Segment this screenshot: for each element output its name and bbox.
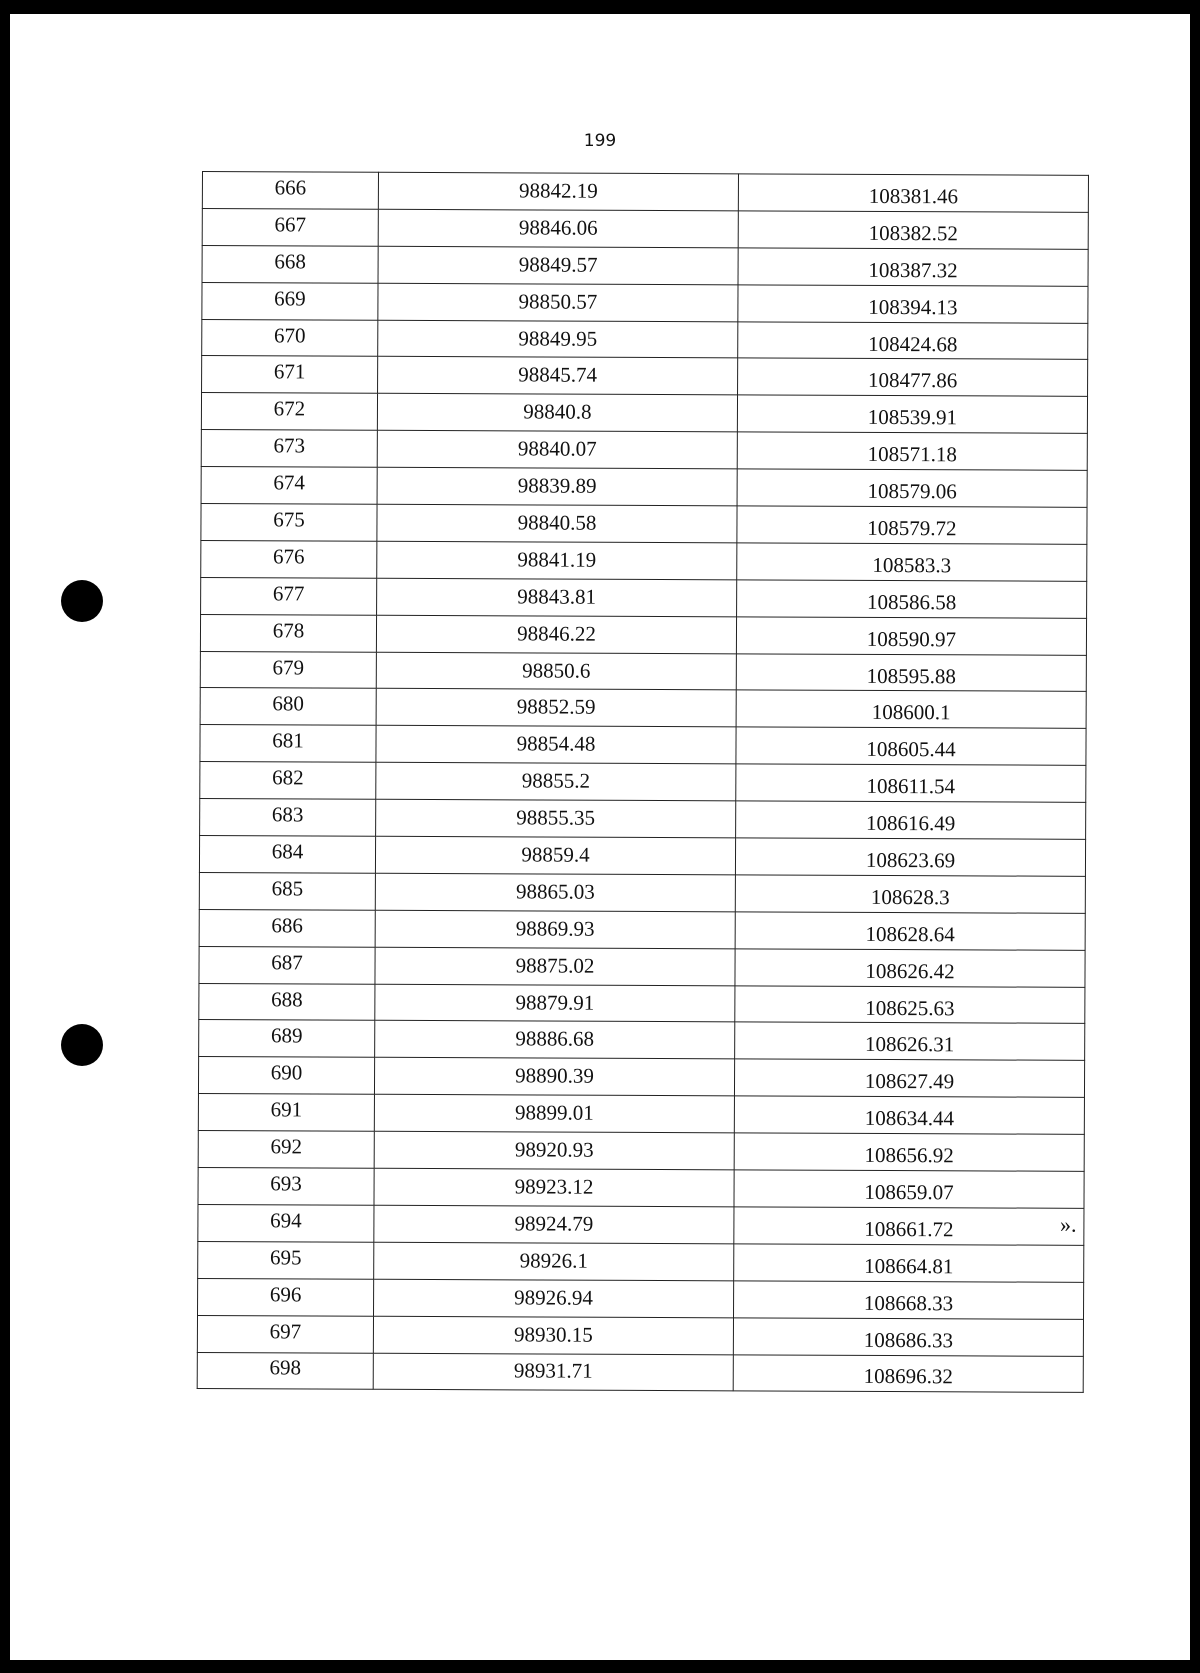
table-row: [200, 799, 1086, 840]
point-number-cell: 695: [198, 1241, 374, 1279]
table-row: [202, 172, 1088, 213]
x-coordinate-cell: 98849.57: [378, 246, 738, 284]
point-number-cell: 671: [202, 356, 378, 394]
y-coordinate-cell: 108686.33: [733, 1317, 1083, 1355]
point-number-cell: 693: [198, 1168, 374, 1206]
table-row: [200, 725, 1086, 766]
point-number-cell: 689: [199, 1020, 375, 1058]
table-row: [201, 504, 1087, 545]
coordinates-table: [197, 171, 1089, 1393]
point-number-cell: 668: [202, 245, 378, 283]
y-coordinate-cell: 108382.52: [738, 211, 1088, 249]
x-coordinate-cell: 98845.74: [378, 357, 738, 395]
y-coordinate-cell: 108626.42: [735, 949, 1085, 987]
x-coordinate-cell: 98859.4: [375, 836, 735, 874]
y-coordinate-cell: 108664.81: [734, 1244, 1084, 1282]
table-row: [201, 430, 1087, 471]
point-number-cell: 697: [197, 1315, 373, 1353]
coordinates-table-body: [197, 172, 1088, 1393]
y-coordinate-cell: 108656.92: [734, 1133, 1084, 1171]
x-coordinate-cell: 98840.58: [377, 504, 737, 542]
point-number-cell: 674: [201, 467, 377, 505]
table-row: [201, 467, 1087, 508]
point-number-cell: 680: [200, 688, 376, 726]
table-row: [202, 245, 1088, 286]
point-number-cell: 670: [202, 319, 378, 357]
x-coordinate-cell: 98850.57: [378, 283, 738, 321]
y-coordinate-cell: 108586.58: [737, 580, 1087, 618]
x-coordinate-cell: 98865.03: [375, 873, 735, 911]
x-coordinate-cell: 98869.93: [375, 910, 735, 948]
table-row: [198, 1278, 1084, 1319]
point-number-cell: 692: [198, 1131, 374, 1169]
y-coordinate-cell: 108661.72: [734, 1207, 1084, 1245]
y-coordinate-cell: 108387.32: [738, 248, 1088, 286]
x-coordinate-cell: 98890.39: [374, 1058, 734, 1096]
table-row: [200, 688, 1086, 729]
table-row: [198, 1168, 1084, 1209]
table-row: [198, 1241, 1084, 1282]
table-row: [201, 540, 1087, 581]
point-number-cell: 681: [200, 725, 376, 763]
table-row: [199, 836, 1085, 877]
x-coordinate-cell: 98924.79: [374, 1205, 734, 1243]
y-coordinate-cell: 108539.91: [737, 395, 1087, 433]
y-coordinate-cell: 108477.86: [738, 358, 1088, 396]
y-coordinate-cell: 108659.07: [734, 1170, 1084, 1208]
table-row: [202, 319, 1088, 360]
punch-hole-top: [61, 580, 103, 622]
point-number-cell: 696: [198, 1278, 374, 1316]
point-number-cell: 673: [201, 430, 377, 468]
point-number-cell: 694: [198, 1204, 374, 1242]
table-row: [199, 872, 1085, 913]
table-row: [197, 1315, 1083, 1356]
x-coordinate-cell: 98840.07: [377, 431, 737, 469]
x-coordinate-cell: 98920.93: [374, 1131, 734, 1169]
y-coordinate-cell: 108595.88: [736, 653, 1086, 691]
x-coordinate-cell: 98875.02: [375, 947, 735, 985]
y-coordinate-cell: 108625.63: [735, 985, 1085, 1023]
y-coordinate-cell: 108579.72: [737, 506, 1087, 544]
document-page: [10, 14, 1190, 1660]
point-number-cell: 678: [200, 614, 376, 652]
coordinates-table-wrapper: [197, 171, 1088, 1393]
point-number-cell: 677: [201, 577, 377, 615]
y-coordinate-cell: 108424.68: [738, 321, 1088, 359]
point-number-cell: 683: [200, 799, 376, 837]
x-coordinate-cell: 98842.19: [378, 172, 738, 210]
x-coordinate-cell: 98899.01: [374, 1095, 734, 1133]
table-row: [198, 1057, 1084, 1098]
punch-hole-bottom: [61, 1024, 103, 1066]
point-number-cell: 667: [202, 208, 378, 246]
y-coordinate-cell: 108394.13: [738, 285, 1088, 323]
y-coordinate-cell: 108611.54: [736, 764, 1086, 802]
y-coordinate-cell: 108668.33: [734, 1281, 1084, 1319]
x-coordinate-cell: 98846.06: [378, 209, 738, 247]
y-coordinate-cell: 108623.69: [735, 838, 1085, 876]
x-coordinate-cell: 98930.15: [373, 1316, 733, 1354]
y-coordinate-cell: 108626.31: [735, 1022, 1085, 1060]
x-coordinate-cell: 98846.22: [376, 615, 736, 653]
y-coordinate-cell: 108628.3: [735, 875, 1085, 913]
point-number-cell: 684: [199, 836, 375, 874]
point-number-cell: 669: [202, 282, 378, 320]
y-coordinate-cell: 108583.3: [737, 543, 1087, 581]
y-coordinate-cell: 108634.44: [734, 1096, 1084, 1134]
table-row: [201, 393, 1087, 434]
y-coordinate-cell: 108571.18: [737, 432, 1087, 470]
y-coordinate-cell: 108627.49: [734, 1059, 1084, 1097]
table-row: [200, 762, 1086, 803]
point-number-cell: 672: [201, 393, 377, 431]
table-row: [198, 1131, 1084, 1172]
y-coordinate-cell: 108628.64: [735, 912, 1085, 950]
point-number-cell: 675: [201, 504, 377, 542]
point-number-cell: 682: [200, 762, 376, 800]
point-number-cell: 698: [197, 1352, 373, 1390]
point-number-cell: 688: [199, 983, 375, 1021]
x-coordinate-cell: 98839.89: [377, 467, 737, 505]
x-coordinate-cell: 98879.91: [375, 984, 735, 1022]
point-number-cell: 691: [198, 1094, 374, 1132]
table-row: [199, 983, 1085, 1024]
x-coordinate-cell: 98850.6: [376, 652, 736, 690]
x-coordinate-cell: 98854.48: [376, 726, 736, 764]
x-coordinate-cell: 98840.8: [377, 394, 737, 432]
point-number-cell: 687: [199, 946, 375, 984]
y-coordinate-cell: 108605.44: [736, 727, 1086, 765]
point-number-cell: 686: [199, 909, 375, 947]
x-coordinate-cell: 98926.94: [374, 1279, 734, 1317]
y-coordinate-cell: 108381.46: [738, 174, 1088, 212]
table-row: [200, 651, 1086, 692]
x-coordinate-cell: 98841.19: [377, 541, 737, 579]
x-coordinate-cell: 98926.1: [374, 1242, 734, 1280]
y-coordinate-cell: 108579.06: [737, 469, 1087, 507]
point-number-cell: 666: [202, 172, 378, 210]
x-coordinate-cell: 98855.35: [376, 799, 736, 837]
y-coordinate-cell: 108590.97: [736, 617, 1086, 655]
point-number-cell: 679: [200, 651, 376, 689]
x-coordinate-cell: 98855.2: [376, 763, 736, 801]
x-coordinate-cell: 98843.81: [377, 578, 737, 616]
table-row: [198, 1094, 1084, 1135]
x-coordinate-cell: 98923.12: [374, 1168, 734, 1206]
table-row: [201, 577, 1087, 618]
table-row: [197, 1352, 1083, 1393]
y-coordinate-cell: 108696.32: [733, 1354, 1083, 1392]
x-coordinate-cell: 98849.95: [378, 320, 738, 358]
x-coordinate-cell: 98852.59: [376, 689, 736, 727]
point-number-cell: 676: [201, 540, 377, 578]
y-coordinate-cell: 108616.49: [736, 801, 1086, 839]
closing-quote-mark: ».: [1060, 1212, 1077, 1237]
table-row: [200, 614, 1086, 655]
table-row: [198, 1204, 1084, 1245]
y-coordinate-cell: 108600.1: [736, 690, 1086, 728]
x-coordinate-cell: 98931.71: [373, 1353, 733, 1391]
point-number-cell: 690: [198, 1057, 374, 1095]
table-row: [199, 1020, 1085, 1061]
table-row: [202, 282, 1088, 323]
table-row: [202, 208, 1088, 249]
table-row: [202, 356, 1088, 397]
x-coordinate-cell: 98886.68: [375, 1021, 735, 1059]
page-number: 199: [583, 131, 617, 151]
table-row: [199, 909, 1085, 950]
point-number-cell: 685: [199, 872, 375, 910]
table-row: [199, 946, 1085, 987]
